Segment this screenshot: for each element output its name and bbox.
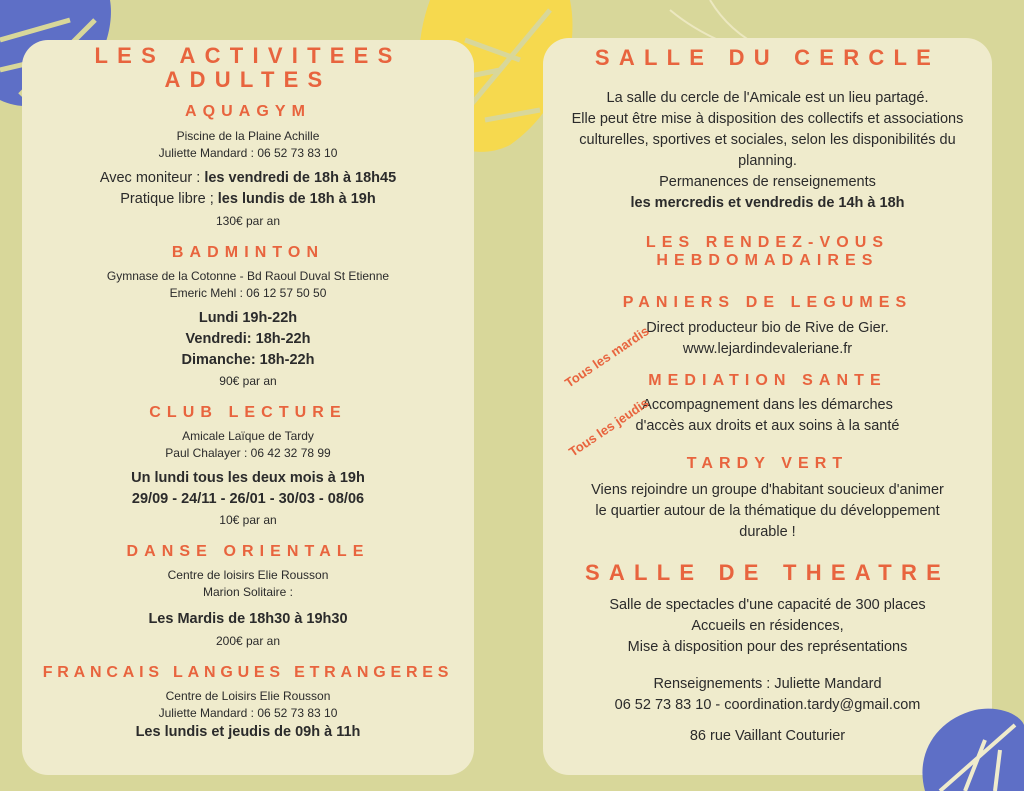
tag-tous-les-jeudis: Tous les jeudis — [566, 395, 652, 460]
title-line-1: LES ACTIVITEES — [94, 43, 402, 68]
club-lecture-line-2: 29/09 - 24/11 - 26/01 - 30/03 - 08/06 — [131, 491, 365, 507]
fle-contact: Juliette Mandard : 06 52 73 83 10 — [158, 706, 338, 720]
danse-heading: DANSE ORIENTALE — [126, 543, 370, 560]
club-lecture-contact: Paul Chalayer : 06 42 32 78 99 — [165, 446, 331, 460]
tardy-vert-line-2: le quartier autour de la thématique du développement — [595, 503, 940, 519]
rdv-heading-line-1: LES RENDEZ-VOUS — [645, 234, 890, 251]
tardy-vert-heading: TARDY VERT — [686, 455, 849, 472]
badminton-slot: Dimanche: 18h-22h — [181, 352, 315, 368]
badminton-heading: BADMINTON — [171, 244, 325, 261]
salle-cercle-line: Elle peut être mise à disposition des collectifs et associations — [571, 111, 964, 127]
danse-line-1: Les Mardis de 18h30 à 19h30 — [148, 611, 348, 627]
fle-heading: FRANCAIS LANGUES ETRANGERES — [42, 664, 454, 681]
theatre-line-2: Accueils en résidences, — [691, 618, 844, 634]
club-lecture-heading: CLUB LECTURE — [149, 404, 347, 421]
tardy-vert-line-3: durable ! — [739, 524, 796, 540]
badminton-price: 90€ par an — [219, 374, 277, 388]
fle-line-1: Les lundis et jeudis de 09h à 11h — [135, 724, 361, 740]
contact-address: 86 rue Vaillant Couturier — [689, 728, 846, 744]
aquagym-line-2-prefix: Pratique libre ; — [120, 191, 218, 207]
salle-cercle-line: Permanences de renseignements — [659, 174, 876, 190]
salle-cercle-heading: SALLE DU CERCLE — [594, 45, 941, 70]
club-lecture-line-1: Un lundi tous les deux mois à 19h — [131, 470, 365, 486]
aquagym-line-1 — [22, 168, 474, 189]
aquagym-price: 130€ par an — [215, 214, 281, 228]
title-line-2: ADULTES — [164, 67, 332, 92]
badminton-slot: Lundi 19h-22h — [198, 310, 298, 326]
fle-place: Centre de Loisirs Elie Rousson — [165, 689, 331, 703]
danse-price: 200€ par an — [215, 634, 281, 648]
badminton-contact: Emeric Mehl : 06 12 57 50 50 — [169, 286, 327, 300]
aquagym-line-2 — [22, 189, 474, 210]
salle-cercle-line: culturelles, sportives et sociales, selon les disponibilités du — [579, 132, 956, 148]
aquagym-contact: Juliette Mandard : 06 52 73 83 10 — [158, 146, 338, 160]
theatre-heading: SALLE DE THEATRE — [585, 560, 950, 585]
paniers-heading: PANIERS DE LEGUMES — [622, 294, 913, 311]
contact-line-1: Renseignements : Juliette Mandard — [653, 676, 882, 692]
mediation-line-2: d'accès aux droits et aux soins à la santé — [635, 418, 900, 434]
page-title — [22, 44, 474, 92]
aquagym-place: Piscine de la Plaine Achille — [176, 129, 320, 143]
salle-cercle-hours: les mercredis et vendredis de 14h à 18h — [630, 195, 905, 211]
club-lecture-place: Amicale Laïque de Tardy — [182, 429, 314, 443]
aquagym-line-1-bold: les vendredi de 18h à 18h45 — [204, 170, 397, 186]
paniers-line-1: Direct producteur bio de Rive de Gier. — [646, 320, 889, 336]
badminton-place: Gymnase de la Cotonne - Bd Raoul Duval St Etienne — [106, 269, 390, 283]
mediation-line-1: Accompagnement dans les démarches — [642, 397, 893, 413]
paniers-line-2: www.lejardindevaleriane.fr — [682, 341, 853, 357]
tardy-vert-line-1: Viens rejoindre un groupe d'habitant soucieux d'animer — [591, 482, 944, 498]
aquagym-line-1-prefix: Avec moniteur : — [99, 170, 205, 186]
danse-contact: Marion Solitaire : — [202, 585, 294, 599]
salle-cercle-line: La salle du cercle de l'Amicale est un lieu partagé. — [606, 90, 929, 106]
mediation-heading: MEDIATION SANTE — [648, 372, 887, 389]
aquagym-heading: AQUAGYM — [184, 103, 312, 120]
left-column — [22, 44, 474, 743]
danse-place: Centre de loisirs Elie Rousson — [167, 568, 329, 582]
right-column — [543, 46, 992, 747]
contact-line-2[interactable]: 06 52 73 83 10 - coordination.tardy@gmail.com — [614, 697, 921, 713]
aquagym-line-2-bold: les lundis de 18h à 19h — [217, 191, 376, 207]
tag-tous-les-mardis: Tous les mardis — [562, 323, 652, 391]
rdv-heading — [543, 234, 992, 270]
badminton-slot: Vendredi: 18h-22h — [185, 331, 311, 347]
theatre-line-1: Salle de spectacles d'une capacité de 300 places — [609, 597, 926, 613]
theatre-line-3: Mise à disposition pour des représentations — [627, 639, 908, 655]
club-lecture-price: 10€ par an — [219, 513, 277, 527]
salle-cercle-line: planning. — [738, 153, 797, 169]
rdv-heading-line-2: HEBDOMADAIRES — [656, 252, 879, 269]
